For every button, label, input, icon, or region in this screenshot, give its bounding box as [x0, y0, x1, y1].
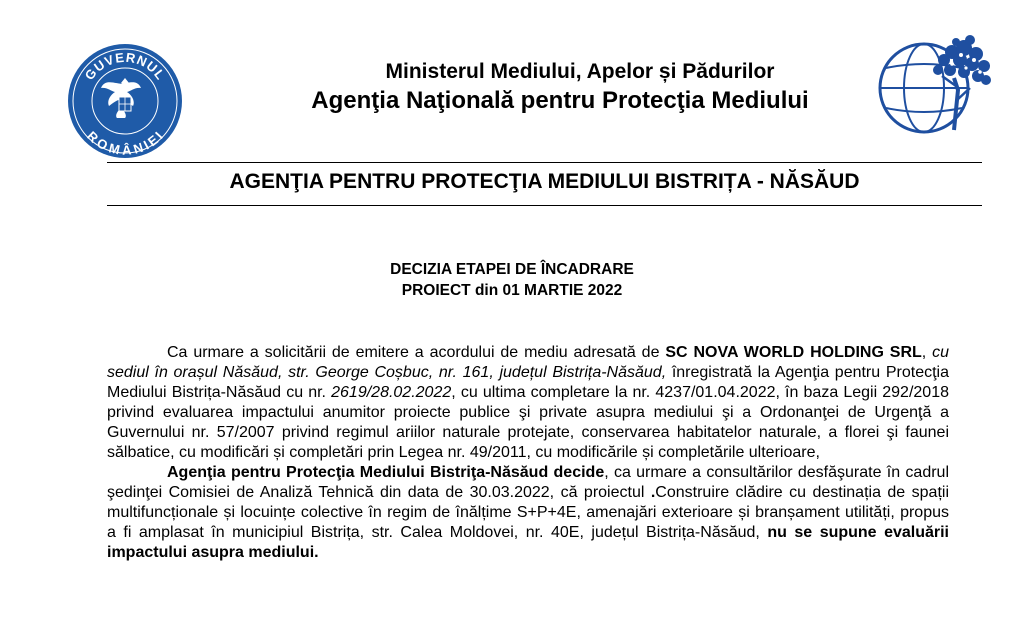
p1-text-5: înregistrată la Agenţia pentru Protecţia Mediului Bistrița-Năsăud cu nr.	[107, 364, 949, 401]
decision-title: DECIZIA ETAPEI DE ÎNCADRARE	[390, 261, 634, 278]
p2-text-2: , ca urmare a consultărilor desfăşurate în cadrul şedinţei Comisiei de Analiză Tehnică din data de 30.03.2022, că proiectul	[107, 464, 949, 501]
ministry-name: Ministerul Mediului, Apelor și Pădurilor	[385, 60, 775, 83]
p2-text-3: .	[650, 484, 656, 501]
decision-outcome: nu se supune evaluării impactului asupra mediului.	[107, 524, 950, 561]
paragraph-decision	[107, 463, 949, 563]
guvernul-romaniei-logo	[66, 42, 184, 160]
anpm-logo	[866, 30, 996, 140]
decision-authority: Agenţia pentru Protecţia Mediului Bistriţa-Năsăud decide	[167, 464, 605, 481]
applicant-name: SC NOVA WORLD HOLDING SRL	[665, 344, 922, 361]
globe-tree-logo-icon	[866, 30, 996, 140]
header-rule-top	[107, 162, 982, 163]
local-agency-name: AGENŢIA PENTRU PROTECŢIA MEDIULUI BISTRIȚA - NĂSĂUD	[229, 170, 860, 193]
registration-number: 2619/28.02.2022	[331, 384, 452, 401]
guvernul-romaniei-seal-icon	[66, 42, 184, 160]
applicant-address: cu sediul în orașul Năsăud, str. George Coșbuc, nr. 161, județul Bistrița-Năsăud,	[107, 344, 950, 381]
decision-subtitle: PROIECT din 01 MARTIE 2022	[401, 282, 623, 299]
seal-text-bottom: ROMÂNIEI	[84, 128, 167, 158]
p1-text-1: Ca urmare a solicitării de emitere a acordului de mediu adresată de	[167, 344, 666, 361]
paragraph-request	[107, 343, 949, 463]
p1-text-3: ,	[921, 344, 933, 361]
national-agency-name: Agenţia Naţională pentru Protecţia Mediului	[311, 87, 809, 114]
project-description: Construire clădire cu destinația de spații multifuncționale și locuințe colective în regim de înălțime S+P+4E, amenajări exterioare și branșament utilități, propus a fi amplasat în municipiul Bistrița, str. Calea Moldovei, nr. 40E, județul Bistrița-Năsăud,	[107, 484, 950, 541]
p1-text-7: , cu ultima completare la nr. 4237/01.04.2022, în baza Legii 292/2018 privind evaluarea impactului anumitor proiecte publice şi private asupra mediului şi a Ordonanţei de Urgenţă a Guvernului nr. 57/2007 privind regimul ariilor naturale protejate, conservarea habitatelor naturale, a florei şi faunei sălbatice, cu modificări și completări prin Legea nr. 49/2011, cu modificările și completările ulterioare,	[107, 384, 949, 461]
document-body	[107, 343, 949, 563]
header-rule-bottom	[107, 205, 982, 206]
seal-text-top: GUVERNUL	[81, 49, 169, 83]
